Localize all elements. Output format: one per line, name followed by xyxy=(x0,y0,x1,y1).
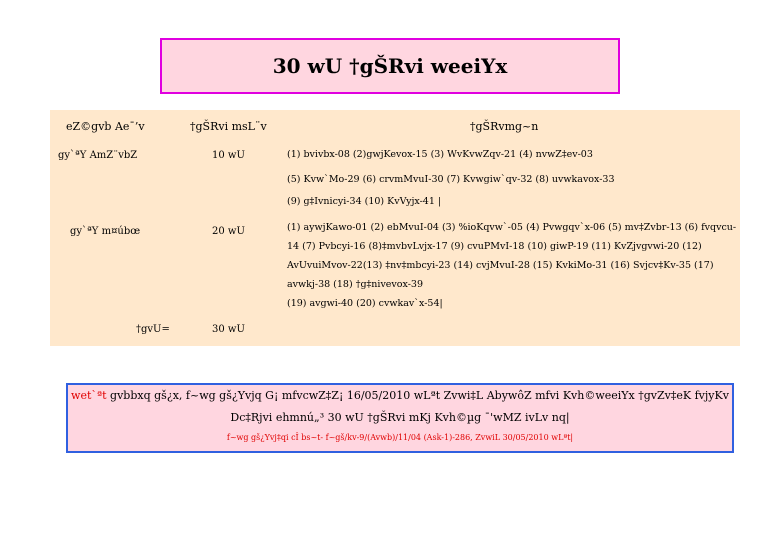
header-status: eZ©gvb Ae¯’v xyxy=(66,120,145,133)
mouza-line: (19) avgwi-40 (20) cvwkav`x-54| xyxy=(287,298,443,309)
mouza-line: avwkj-38 (18) †g‡nivevox-39 xyxy=(287,279,424,290)
mouza-line: (9) g‡Ivnicyi-34 (10) KvVyjx-41 | xyxy=(287,196,442,207)
mouza-line: 14 (7) Pvbcyi-16 (8)‡mvbvLvjx-17 (9) cvuPMvI-18 (10) giwP-19 (11) KvZjvgvwi-20 (12) xyxy=(287,241,702,252)
header-mouzas: †gŠRvmg~n xyxy=(470,120,539,133)
note-prefix: wet`ªt xyxy=(71,389,107,402)
mouza-line: AvUvuiMvov-22(13) ‡nv‡mbcyi-23 (14) cvjMvuI-28 (15) KvkiMo-31 (16) Svjcv‡Kv-35 (17) xyxy=(287,260,714,271)
note-line-1 xyxy=(68,389,732,402)
note-line-2: Dc‡Rjvi ehmnú„³ 30 wU †gŠRvi mKj Kvh©µg ¯'wMZ ivLv nq| xyxy=(230,411,570,424)
total-count: 30 wU xyxy=(212,324,245,335)
note-text-1: gvbbxq gš¿x, f~wg gš¿Yvjq G¡ mfvcwZ‡Z¡ 16/05/2010 wLªt Zvwi‡L AbywôZ mfvi Kvh©weeiYx †gvZv‡eK fvjyKv xyxy=(110,389,729,402)
note-box xyxy=(66,383,734,453)
row-status: gy`ªY AmZ¨vbZ xyxy=(58,150,138,161)
note-reference: f~wg gš¿Yvj‡qi cÎ bs~t- f~gš/kv-9/(Avwb)/11/04 (Ask-1)-286, ZvwiL 30/05/2010 wLªt| xyxy=(226,433,574,442)
mouza-line: (1) bvivbx-08 (2)gwjKevox-15 (3) WvKvwZqv-21 (4) nvwZ‡ev-03 xyxy=(287,149,593,160)
header-count: †gŠRvi msL¨v xyxy=(190,120,267,133)
row-status: gy`ªY m¤úbœ xyxy=(70,226,141,237)
mouza-line: (1) aywjKawo-01 (2) ebMvuI-04 (3) %ioKqvw`-05 (4) Pvwgqv`x-06 (5) mv‡Zvbr-13 (6) fvqvcu- xyxy=(287,222,737,233)
mouza-line: (5) Kvw`Mo-29 (6) crvmMvuI-30 (7) Kvwgiw`qv-32 (8) uvwkavox-33 xyxy=(287,174,615,185)
total-label: †gvU= xyxy=(136,324,170,335)
row-count: 20 wU xyxy=(212,226,245,237)
page-title: 30 wU †gŠRvi weeiYx xyxy=(160,38,620,94)
row-count: 10 wU xyxy=(212,150,245,161)
